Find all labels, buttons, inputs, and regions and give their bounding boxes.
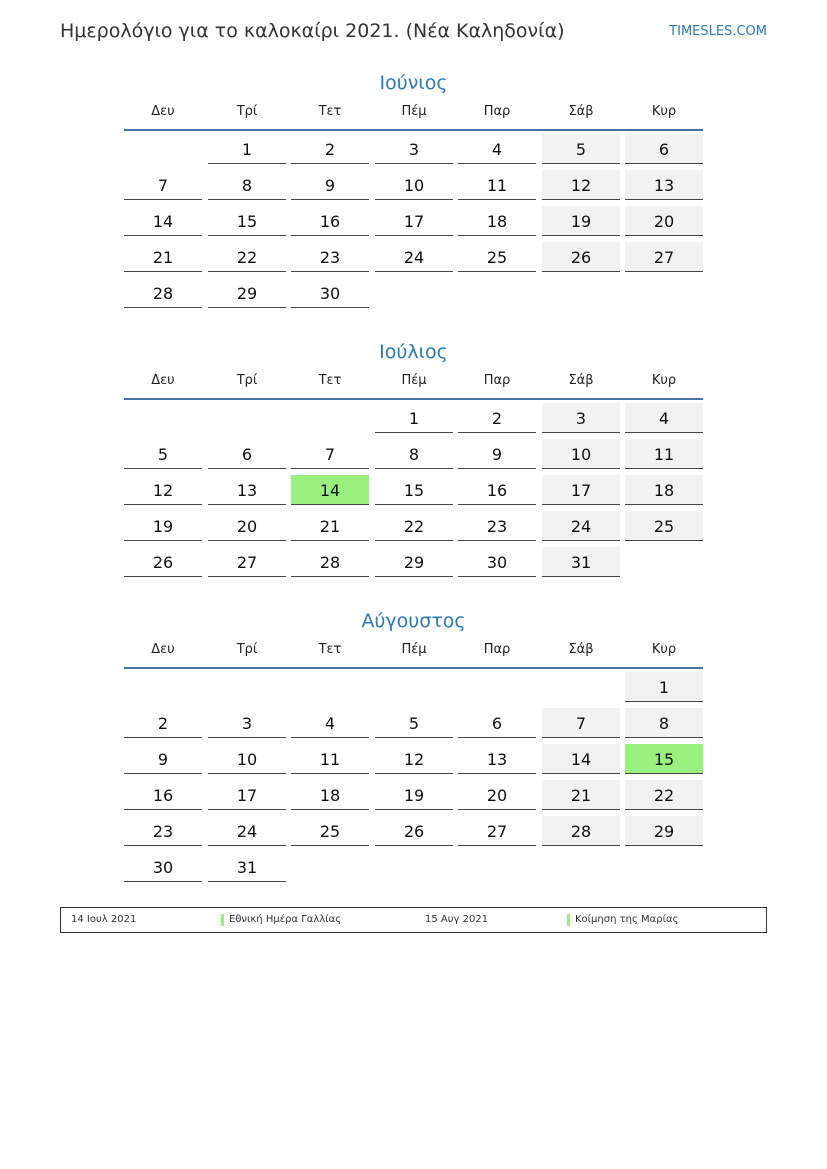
day-cell: 30 (291, 278, 369, 308)
day-cell: 20 (458, 780, 536, 810)
month-june (124, 70, 703, 314)
day-cell: 3 (208, 708, 286, 738)
day-cell: 6 (458, 708, 536, 738)
day-cell: 9 (458, 439, 536, 469)
day-cell: 28 (291, 547, 369, 577)
weekday-label: Σάβ (568, 373, 594, 388)
day-cell: 13 (458, 744, 536, 774)
month-july (124, 339, 703, 583)
day-cell: 3 (375, 134, 453, 164)
day-cell: 24 (542, 511, 620, 541)
day-cell: 5 (124, 439, 202, 469)
day-cell: 11 (291, 744, 369, 774)
day-cell: 27 (208, 547, 286, 577)
day-cell: 19 (124, 511, 202, 541)
weekday-label: Πέμ (401, 104, 427, 119)
day-cell: 9 (291, 170, 369, 200)
day-cell: 14 (542, 744, 620, 774)
day-cell: 28 (124, 278, 202, 308)
day-cell-holiday: 15 (625, 744, 703, 774)
day-cell: 10 (208, 744, 286, 774)
day-cell: 12 (375, 744, 453, 774)
day-cell: 15 (375, 475, 453, 505)
day-cell: 17 (375, 206, 453, 236)
weekday-label: Δευ (151, 104, 175, 119)
day-cell: 31 (208, 852, 286, 882)
day-cell: 22 (375, 511, 453, 541)
day-cell: 25 (625, 511, 703, 541)
day-cell: 16 (291, 206, 369, 236)
day-grid (124, 134, 703, 314)
day-cell: 14 (124, 206, 202, 236)
day-cell: 8 (375, 439, 453, 469)
weekday-label: Παρ (483, 373, 511, 388)
weekday-label: Παρ (483, 642, 511, 657)
day-cell: 8 (208, 170, 286, 200)
weekday-label: Τρί (236, 104, 258, 119)
day-cell: 30 (124, 852, 202, 882)
day-cell: 3 (542, 403, 620, 433)
weekday-label: Παρ (483, 104, 511, 119)
legend-holiday-name: Κοίμηση της Μαρίας (575, 914, 679, 925)
day-cell: 18 (625, 475, 703, 505)
day-cell: 21 (291, 511, 369, 541)
day-cell: 16 (458, 475, 536, 505)
day-cell: 29 (625, 816, 703, 846)
holiday-marker (567, 914, 570, 926)
day-cell: 8 (625, 708, 703, 738)
day-cell: 1 (625, 672, 703, 702)
month-title: Ιούλιος (379, 341, 448, 363)
weekday-header (124, 96, 703, 130)
day-cell: 9 (124, 744, 202, 774)
day-cell: 26 (375, 816, 453, 846)
day-cell: 4 (291, 708, 369, 738)
day-cell: 23 (291, 242, 369, 272)
day-cell: 4 (458, 134, 536, 164)
weekday-label: Δευ (151, 642, 175, 657)
day-cell: 18 (458, 206, 536, 236)
day-cell: 10 (542, 439, 620, 469)
day-cell: 12 (542, 170, 620, 200)
day-cell: 7 (124, 170, 202, 200)
holiday-marker (221, 914, 224, 926)
day-cell: 11 (458, 170, 536, 200)
day-grid (124, 672, 703, 888)
weekday-label: Πέμ (401, 642, 427, 657)
day-cell: 19 (375, 780, 453, 810)
header-rule (124, 398, 703, 400)
day-cell: 5 (375, 708, 453, 738)
day-cell: 19 (542, 206, 620, 236)
day-cell: 10 (375, 170, 453, 200)
day-cell: 24 (208, 816, 286, 846)
day-cell: 2 (124, 708, 202, 738)
day-cell-holiday: 14 (291, 475, 369, 505)
day-cell: 13 (625, 170, 703, 200)
legend-date: 14 Ιουλ 2021 (71, 914, 137, 925)
day-cell: 20 (208, 511, 286, 541)
day-cell: 2 (458, 403, 536, 433)
day-cell: 15 (208, 206, 286, 236)
weekday-label: Τετ (318, 642, 342, 657)
day-cell: 13 (208, 475, 286, 505)
weekday-label: Κυρ (651, 104, 677, 119)
day-cell: 27 (458, 816, 536, 846)
day-cell: 1 (208, 134, 286, 164)
day-cell: 25 (458, 242, 536, 272)
day-cell: 30 (458, 547, 536, 577)
month-title: Ιούνιος (379, 72, 448, 94)
day-cell: 4 (625, 403, 703, 433)
day-cell: 29 (208, 278, 286, 308)
weekday-header (124, 365, 703, 399)
weekday-label: Κυρ (651, 642, 677, 657)
day-cell: 20 (625, 206, 703, 236)
day-cell: 6 (625, 134, 703, 164)
weekday-label: Δευ (151, 373, 175, 388)
page-title: Ημερολόγιο για το καλοκαίρι 2021. (Νέα Καληδονία) (60, 20, 565, 42)
day-cell: 22 (625, 780, 703, 810)
day-cell: 21 (124, 242, 202, 272)
day-cell: 31 (542, 547, 620, 577)
weekday-label: Τετ (318, 373, 342, 388)
header-rule (124, 129, 703, 131)
day-cell: 5 (542, 134, 620, 164)
day-cell: 25 (291, 816, 369, 846)
weekday-label: Τρί (236, 642, 258, 657)
day-cell: 2 (291, 134, 369, 164)
month-august (124, 608, 703, 888)
day-cell: 18 (291, 780, 369, 810)
day-grid (124, 403, 703, 583)
legend-holiday-name: Εθνική Ημέρα Γαλλίας (229, 914, 342, 925)
day-cell: 23 (458, 511, 536, 541)
day-cell: 17 (208, 780, 286, 810)
day-cell: 1 (375, 403, 453, 433)
day-cell: 7 (291, 439, 369, 469)
site-link[interactable]: TIMESLES.COM (669, 24, 767, 39)
day-cell: 24 (375, 242, 453, 272)
day-cell: 23 (124, 816, 202, 846)
day-cell: 21 (542, 780, 620, 810)
month-title: Αύγουστος (361, 610, 466, 632)
day-cell: 26 (124, 547, 202, 577)
weekday-header (124, 634, 703, 668)
day-cell: 11 (625, 439, 703, 469)
weekday-label: Τετ (318, 104, 342, 119)
weekday-label: Σάβ (568, 642, 594, 657)
day-cell: 12 (124, 475, 202, 505)
holiday-legend (60, 907, 767, 933)
weekday-label: Πέμ (401, 373, 427, 388)
weekday-label: Σάβ (568, 104, 594, 119)
day-cell: 16 (124, 780, 202, 810)
header-rule (124, 667, 703, 669)
day-cell: 26 (542, 242, 620, 272)
day-cell: 6 (208, 439, 286, 469)
day-cell: 17 (542, 475, 620, 505)
weekday-label: Τρί (236, 373, 258, 388)
day-cell: 29 (375, 547, 453, 577)
day-cell: 7 (542, 708, 620, 738)
day-cell: 27 (625, 242, 703, 272)
day-cell: 22 (208, 242, 286, 272)
day-cell: 28 (542, 816, 620, 846)
weekday-label: Κυρ (651, 373, 677, 388)
legend-date: 15 Αυγ 2021 (425, 914, 489, 925)
